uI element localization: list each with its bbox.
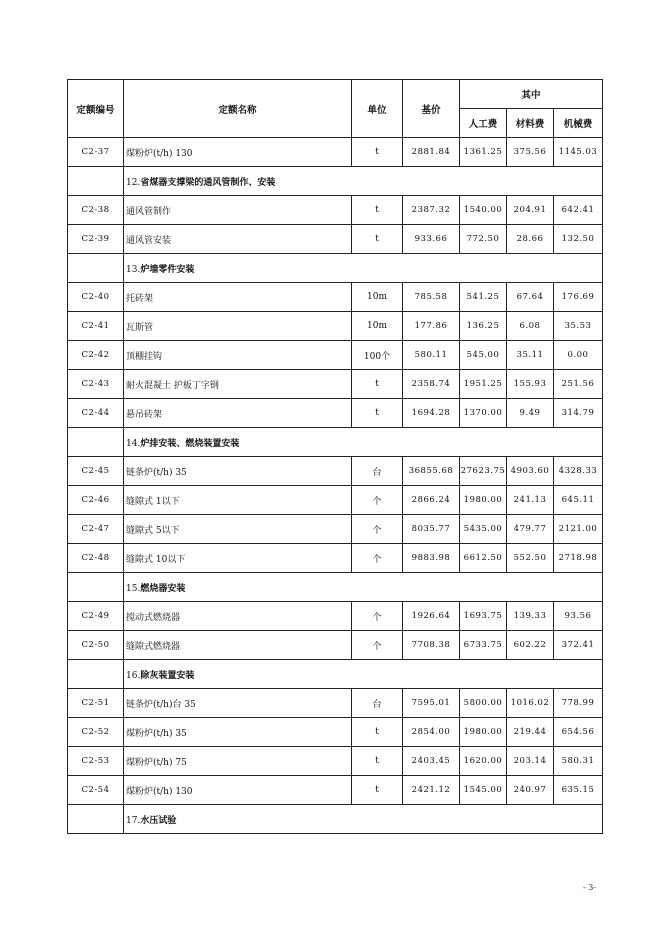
material-cost: 28.66 bbox=[507, 225, 554, 254]
table-row bbox=[68, 225, 603, 254]
section-row bbox=[68, 660, 603, 689]
quota-name: 链条炉(t/h)台 35 bbox=[124, 689, 352, 718]
labor-cost: 772.50 bbox=[460, 225, 507, 254]
page-number: - 3- bbox=[582, 883, 596, 892]
quota-unit: t bbox=[352, 747, 403, 776]
header-base-price: 基价 bbox=[403, 80, 460, 138]
machine-cost: 93.56 bbox=[554, 602, 603, 631]
material-cost: 479.77 bbox=[507, 515, 554, 544]
quota-code: C2-40 bbox=[68, 283, 124, 312]
quota-name: 通风管制作 bbox=[124, 196, 352, 225]
quota-name: 煤粉炉(t/h) 75 bbox=[124, 747, 352, 776]
quota-code: C2-49 bbox=[68, 602, 124, 631]
machine-cost: 2718.98 bbox=[554, 544, 603, 573]
material-cost: 139.33 bbox=[507, 602, 554, 631]
table-row bbox=[68, 312, 603, 341]
material-cost: 219.44 bbox=[507, 718, 554, 747]
quota-code: C2-47 bbox=[68, 515, 124, 544]
quota-code: C2-43 bbox=[68, 370, 124, 399]
quota-code: C2-37 bbox=[68, 138, 124, 167]
quota-unit: 个 bbox=[352, 515, 403, 544]
machine-cost: 645.11 bbox=[554, 486, 603, 515]
labor-cost: 27623.75 bbox=[460, 457, 507, 486]
quota-unit: t bbox=[352, 225, 403, 254]
section-number: 12. bbox=[126, 177, 141, 188]
header-code: 定额编号 bbox=[68, 80, 124, 138]
quota-table bbox=[67, 79, 603, 834]
quota-name: 通风管安装 bbox=[124, 225, 352, 254]
labor-cost: 1545.00 bbox=[460, 776, 507, 805]
labor-cost: 1951.25 bbox=[460, 370, 507, 399]
section-title: 炉墙零件安装 bbox=[140, 264, 195, 275]
material-cost: 204.91 bbox=[507, 196, 554, 225]
table-row bbox=[68, 486, 603, 515]
section-title: 燃烧器安装 bbox=[140, 583, 186, 594]
quota-code: C2-45 bbox=[68, 457, 124, 486]
labor-cost: 6733.75 bbox=[460, 631, 507, 660]
quota-code: C2-54 bbox=[68, 776, 124, 805]
quota-name: 顶棚挂钩 bbox=[124, 341, 352, 370]
base-price: 36855.68 bbox=[403, 457, 460, 486]
table-row bbox=[68, 399, 603, 428]
section-title-cell bbox=[124, 254, 603, 283]
base-price: 2387.32 bbox=[403, 196, 460, 225]
quota-code: C2-42 bbox=[68, 341, 124, 370]
section-title: 除灰装置安装 bbox=[140, 670, 195, 681]
section-code-cell bbox=[68, 573, 124, 602]
table-row bbox=[68, 370, 603, 399]
base-price: 2881.84 bbox=[403, 138, 460, 167]
machine-cost: 35.53 bbox=[554, 312, 603, 341]
section-number: 13. bbox=[126, 264, 141, 275]
material-cost: 602.22 bbox=[507, 631, 554, 660]
machine-cost: 314.79 bbox=[554, 399, 603, 428]
header-of-which: 其中 bbox=[460, 80, 603, 109]
table-row bbox=[68, 776, 603, 805]
machine-cost: 654.56 bbox=[554, 718, 603, 747]
quota-code: C2-53 bbox=[68, 747, 124, 776]
quota-unit: 100个 bbox=[352, 341, 403, 370]
labor-cost: 541.25 bbox=[460, 283, 507, 312]
labor-cost: 1980.00 bbox=[460, 718, 507, 747]
section-code-cell bbox=[68, 660, 124, 689]
quota-code: C2-52 bbox=[68, 718, 124, 747]
quota-name: 托砖架 bbox=[124, 283, 352, 312]
machine-cost: 778.99 bbox=[554, 689, 603, 718]
quota-name: 缝隙式 1以下 bbox=[124, 486, 352, 515]
machine-cost: 635.15 bbox=[554, 776, 603, 805]
labor-cost: 1540.00 bbox=[460, 196, 507, 225]
machine-cost: 176.69 bbox=[554, 283, 603, 312]
quota-unit: 台 bbox=[352, 457, 403, 486]
section-row bbox=[68, 254, 603, 283]
section-code-cell bbox=[68, 254, 124, 283]
table-row bbox=[68, 602, 603, 631]
table-row bbox=[68, 631, 603, 660]
section-title: 省煤器支撑梁的通风管制作、安装 bbox=[140, 177, 276, 188]
quota-name: 搅动式燃烧器 bbox=[124, 602, 352, 631]
quota-name: 缝隙式 10以下 bbox=[124, 544, 352, 573]
material-cost: 67.64 bbox=[507, 283, 554, 312]
labor-cost: 6612.50 bbox=[460, 544, 507, 573]
material-cost: 9.49 bbox=[507, 399, 554, 428]
table-body bbox=[68, 138, 603, 834]
section-title-cell bbox=[124, 573, 603, 602]
quota-name: 瓦斯管 bbox=[124, 312, 352, 341]
section-code-cell bbox=[68, 428, 124, 457]
table-row bbox=[68, 341, 603, 370]
table-row bbox=[68, 689, 603, 718]
machine-cost: 2121.00 bbox=[554, 515, 603, 544]
machine-cost: 132.50 bbox=[554, 225, 603, 254]
material-cost: 35.11 bbox=[507, 341, 554, 370]
material-cost: 1016.02 bbox=[507, 689, 554, 718]
labor-cost: 1693.75 bbox=[460, 602, 507, 631]
quota-unit: t bbox=[352, 138, 403, 167]
machine-cost: 251.56 bbox=[554, 370, 603, 399]
header-machine: 机械费 bbox=[554, 109, 603, 138]
section-code-cell bbox=[68, 167, 124, 196]
section-row bbox=[68, 573, 603, 602]
quota-unit: t bbox=[352, 196, 403, 225]
section-title-cell bbox=[124, 805, 603, 834]
quota-name: 煤粉炉(t/h) 130 bbox=[124, 138, 352, 167]
material-cost: 241.13 bbox=[507, 486, 554, 515]
quota-code: C2-39 bbox=[68, 225, 124, 254]
quota-name: 缝隙式燃烧器 bbox=[124, 631, 352, 660]
labor-cost: 1980.00 bbox=[460, 486, 507, 515]
quota-unit: 个 bbox=[352, 602, 403, 631]
labor-cost: 1620.00 bbox=[460, 747, 507, 776]
section-number: 14. bbox=[126, 438, 141, 449]
material-cost: 203.14 bbox=[507, 747, 554, 776]
section-row bbox=[68, 167, 603, 196]
labor-cost: 1361.25 bbox=[460, 138, 507, 167]
section-row bbox=[68, 428, 603, 457]
base-price: 2403.45 bbox=[403, 747, 460, 776]
section-number: 16. bbox=[126, 670, 141, 681]
base-price: 2866.24 bbox=[403, 486, 460, 515]
base-price: 1926.64 bbox=[403, 602, 460, 631]
quota-name: 煤粉炉(t/h) 130 bbox=[124, 776, 352, 805]
labor-cost: 5435.00 bbox=[460, 515, 507, 544]
labor-cost: 136.25 bbox=[460, 312, 507, 341]
quota-code: C2-38 bbox=[68, 196, 124, 225]
base-price: 7595.01 bbox=[403, 689, 460, 718]
quota-unit: 个 bbox=[352, 544, 403, 573]
machine-cost: 580.31 bbox=[554, 747, 603, 776]
section-title-cell bbox=[124, 660, 603, 689]
quota-code: C2-46 bbox=[68, 486, 124, 515]
base-price: 2358.74 bbox=[403, 370, 460, 399]
quota-name: 链条炉(t/h) 35 bbox=[124, 457, 352, 486]
quota-code: C2-41 bbox=[68, 312, 124, 341]
base-price: 7708.38 bbox=[403, 631, 460, 660]
base-price: 580.11 bbox=[403, 341, 460, 370]
quota-name: 耐火混凝土 护板丁字钢 bbox=[124, 370, 352, 399]
header-unit: 单位 bbox=[352, 80, 403, 138]
labor-cost: 1370.00 bbox=[460, 399, 507, 428]
section-title: 炉排安装、燃烧装置安装 bbox=[140, 438, 240, 449]
quota-name: 煤粉炉(t/h) 35 bbox=[124, 718, 352, 747]
machine-cost: 4328.33 bbox=[554, 457, 603, 486]
table-row bbox=[68, 718, 603, 747]
quota-code: C2-50 bbox=[68, 631, 124, 660]
base-price: 785.58 bbox=[403, 283, 460, 312]
labor-cost: 545.00 bbox=[460, 341, 507, 370]
quota-unit: 10m bbox=[352, 283, 403, 312]
quota-unit: 个 bbox=[352, 631, 403, 660]
header-material: 材料费 bbox=[507, 109, 554, 138]
base-price: 8035.77 bbox=[403, 515, 460, 544]
section-row bbox=[68, 805, 603, 834]
material-cost: 6.08 bbox=[507, 312, 554, 341]
material-cost: 240.97 bbox=[507, 776, 554, 805]
quota-unit: 个 bbox=[352, 486, 403, 515]
base-price: 1694.28 bbox=[403, 399, 460, 428]
machine-cost: 372.41 bbox=[554, 631, 603, 660]
section-title-cell bbox=[124, 167, 603, 196]
header-labor: 人工费 bbox=[460, 109, 507, 138]
machine-cost: 0.00 bbox=[554, 341, 603, 370]
quota-name: 悬吊砖架 bbox=[124, 399, 352, 428]
table-row bbox=[68, 138, 603, 167]
quota-code: C2-44 bbox=[68, 399, 124, 428]
quota-unit: t bbox=[352, 776, 403, 805]
base-price: 933.66 bbox=[403, 225, 460, 254]
quota-unit: t bbox=[352, 718, 403, 747]
machine-cost: 642.41 bbox=[554, 196, 603, 225]
base-price: 2854.00 bbox=[403, 718, 460, 747]
table-row bbox=[68, 196, 603, 225]
material-cost: 375.56 bbox=[507, 138, 554, 167]
table-row bbox=[68, 283, 603, 312]
table-row bbox=[68, 747, 603, 776]
quota-unit: 台 bbox=[352, 689, 403, 718]
quota-name: 缝隙式 5以下 bbox=[124, 515, 352, 544]
quota-code: C2-48 bbox=[68, 544, 124, 573]
section-title: 水压试验 bbox=[140, 815, 177, 826]
header-name: 定额名称 bbox=[124, 80, 352, 138]
table-row bbox=[68, 457, 603, 486]
base-price: 2421.12 bbox=[403, 776, 460, 805]
quota-unit: t bbox=[352, 399, 403, 428]
table-row bbox=[68, 515, 603, 544]
table-header bbox=[68, 80, 603, 138]
section-title-cell bbox=[124, 428, 603, 457]
base-price: 177.86 bbox=[403, 312, 460, 341]
quota-unit: t bbox=[352, 370, 403, 399]
material-cost: 4903.60 bbox=[507, 457, 554, 486]
machine-cost: 1145.03 bbox=[554, 138, 603, 167]
material-cost: 155.93 bbox=[507, 370, 554, 399]
base-price: 9883.98 bbox=[403, 544, 460, 573]
section-number: 15. bbox=[126, 583, 141, 594]
labor-cost: 5800.00 bbox=[460, 689, 507, 718]
section-number: 17. bbox=[126, 815, 141, 826]
section-code-cell bbox=[68, 805, 124, 834]
quota-code: C2-51 bbox=[68, 689, 124, 718]
material-cost: 552.50 bbox=[507, 544, 554, 573]
table-row bbox=[68, 544, 603, 573]
quota-unit: 10m bbox=[352, 312, 403, 341]
